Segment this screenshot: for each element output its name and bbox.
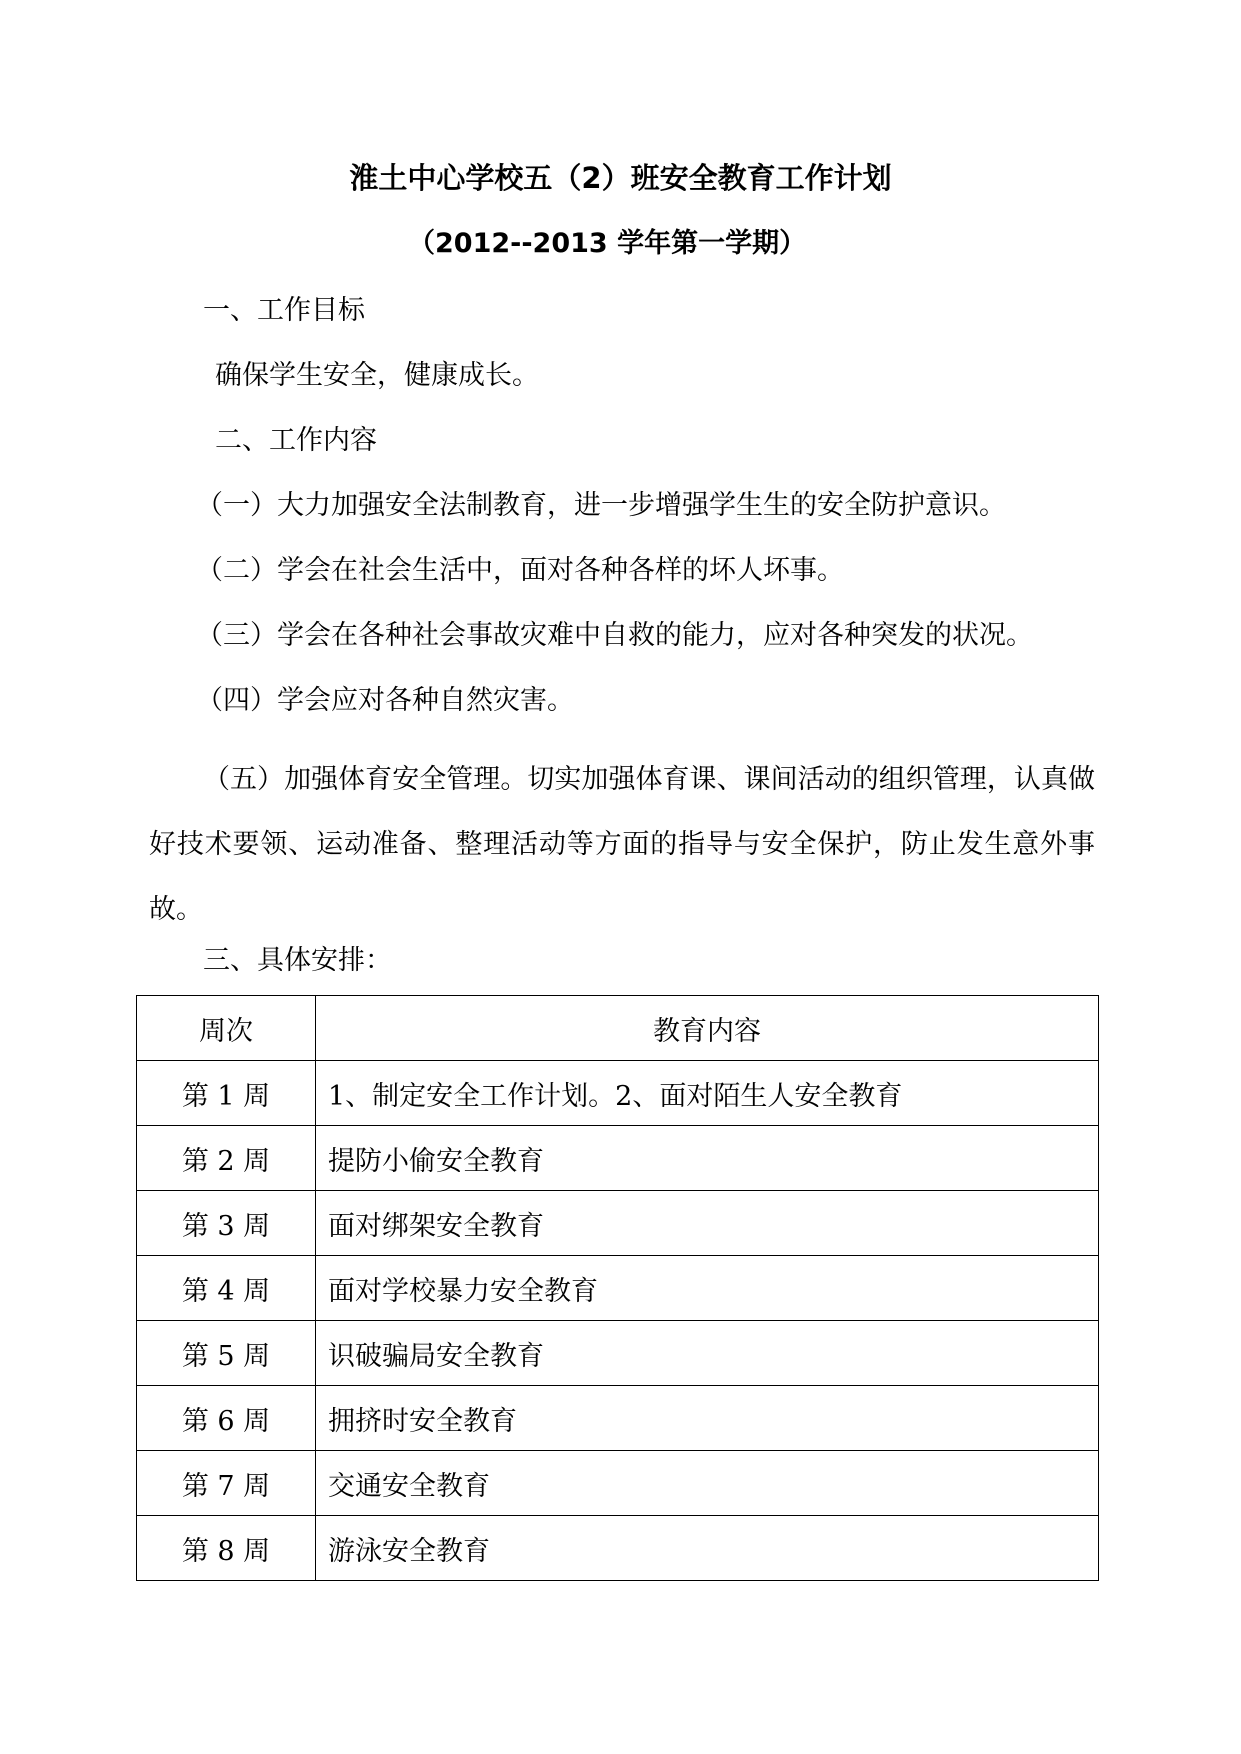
week-cell: 第 7 周: [137, 1451, 316, 1516]
week-cell: 第 6 周: [137, 1386, 316, 1451]
week-cell: 第 5 周: [137, 1321, 316, 1386]
section-heading-schedule: 三、具体安排：: [203, 945, 392, 976]
header-week: 周次: [137, 996, 316, 1061]
week-cell: 第 4 周: [137, 1256, 316, 1321]
schedule-table: [136, 995, 1099, 1581]
table-row: [137, 1061, 1099, 1126]
week-cell: 第 1 周: [137, 1061, 316, 1126]
table-row: [137, 1126, 1099, 1191]
content-cell: 交通安全教育: [316, 1451, 1099, 1516]
content-cell: 游泳安全教育: [316, 1516, 1099, 1581]
section-heading-goals: 一、工作目标: [203, 295, 365, 326]
content-cell: 拥挤时安全教育: [316, 1386, 1099, 1451]
content-cell: 1、制定安全工作计划。2、面对陌生人安全教育: [316, 1061, 1099, 1126]
goal-text: 确保学生安全，健康成长。: [215, 360, 539, 391]
week-cell: 第 3 周: [137, 1191, 316, 1256]
content-cell: 面对学校暴力安全教育: [316, 1256, 1099, 1321]
table-row: [137, 1516, 1099, 1581]
table-header-row: [137, 996, 1099, 1061]
table-row: [137, 1451, 1099, 1516]
week-cell: 第 8 周: [137, 1516, 316, 1581]
week-cell: 第 2 周: [137, 1126, 316, 1191]
table-row: [137, 1386, 1099, 1451]
table-row: [137, 1191, 1099, 1256]
section-heading-content: 二、工作内容: [215, 425, 377, 456]
content-item-2: （二）学会在社会生活中，面对各种各样的坏人坏事。: [196, 555, 844, 586]
content-item-5: （五）加强体育安全管理。切实加强体育课、课间活动的组织管理，认真做好技术要领、运动准备、整理活动等方面的指导与安全保护，防止发生意外事故。: [149, 764, 1095, 925]
document-title: 淮土中心学校五（2）班安全教育工作计划: [349, 161, 892, 195]
content-item-3: （三）学会在各种社会事故灾难中自救的能力，应对各种突发的状况。: [196, 620, 1033, 651]
table-row: [137, 1256, 1099, 1321]
content-cell: 提防小偷安全教育: [316, 1126, 1099, 1191]
header-content: 教育内容: [316, 996, 1099, 1061]
document-subtitle: （2012--2013 学年第一学期）: [408, 228, 807, 259]
content-item-1: （一）大力加强安全法制教育，进一步增强学生生的安全防护意识。: [196, 490, 1006, 521]
table-row: [137, 1321, 1099, 1386]
content-cell: 面对绑架安全教育: [316, 1191, 1099, 1256]
content-cell: 识破骗局安全教育: [316, 1321, 1099, 1386]
content-item-4: （四）学会应对各种自然灾害。: [196, 685, 574, 716]
